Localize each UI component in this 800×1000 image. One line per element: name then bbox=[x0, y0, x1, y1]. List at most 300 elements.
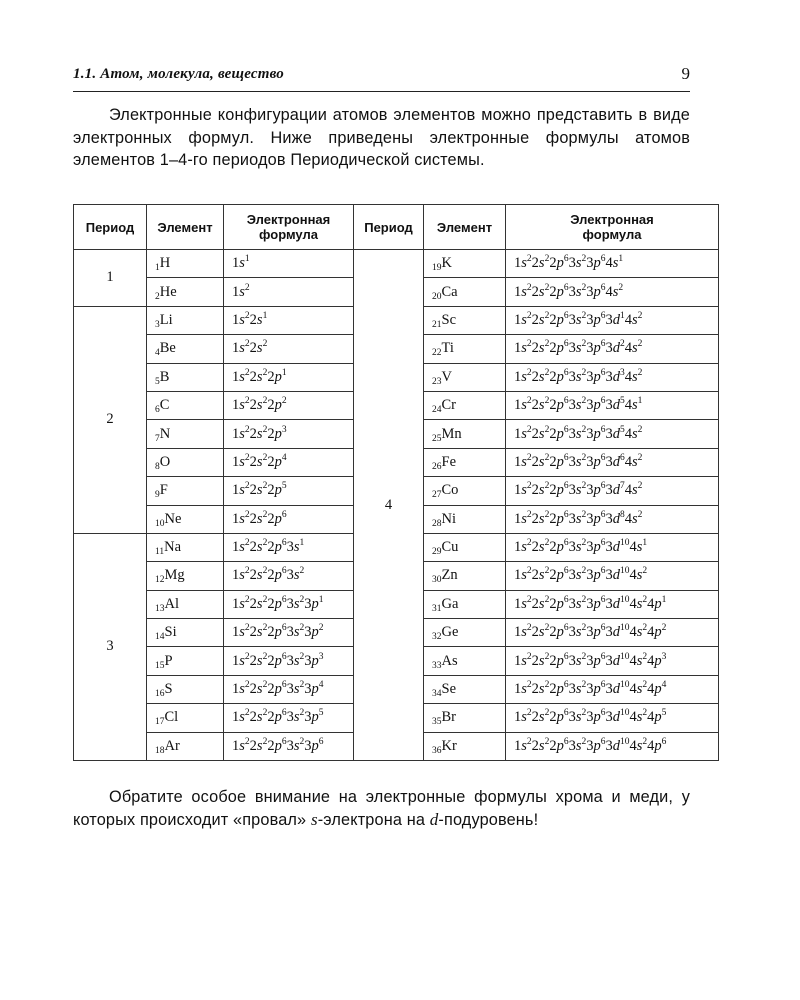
orbital-term: $1s^2$ bbox=[232, 339, 250, 357]
element-symbol: Be bbox=[159, 340, 176, 357]
header-divider bbox=[73, 91, 690, 92]
electron-formula bbox=[224, 732, 354, 760]
orbital-term: $3d^{10}$ bbox=[605, 623, 630, 641]
orbital-term: $3d^{10}$ bbox=[605, 708, 630, 726]
atomic-number: 35 bbox=[432, 717, 442, 728]
orbital-term: $1s^2$ bbox=[232, 594, 250, 612]
orbital-term: $2p^6$ bbox=[549, 396, 569, 414]
orbital-term: $1s^2$ bbox=[514, 254, 532, 272]
electron-formula bbox=[506, 477, 719, 505]
orbital-term: $2s^2$ bbox=[531, 282, 550, 300]
col-header-formula bbox=[224, 205, 354, 250]
orbital-term: $3p^6$ bbox=[586, 623, 606, 641]
atomic-number: 20 bbox=[432, 291, 442, 302]
orbital-term: $1s^2$ bbox=[514, 452, 532, 470]
orbital-term: $2s^2$ bbox=[531, 481, 550, 499]
orbital-term: $3p^5$ bbox=[304, 708, 324, 726]
orbital-term: $1s^2$ bbox=[514, 708, 532, 726]
element-symbol: Co bbox=[441, 482, 459, 499]
atomic-number: 8 bbox=[155, 461, 160, 472]
element-cell bbox=[424, 732, 506, 760]
orbital-term: $3s^2$ bbox=[568, 509, 587, 527]
orbital-term: $2s^2$ bbox=[531, 509, 550, 527]
electron-formula bbox=[506, 505, 719, 533]
element-cell bbox=[424, 619, 506, 647]
orbital-term: $2p^6$ bbox=[549, 254, 569, 272]
orbital-term: $2s^2$ bbox=[249, 339, 268, 357]
orbital-term: $2p^6$ bbox=[549, 623, 569, 641]
element-symbol: B bbox=[159, 368, 170, 385]
orbital-term: $4s^2$ bbox=[624, 367, 643, 385]
orbital-term: $3s^2$ bbox=[568, 339, 587, 357]
electron-formula bbox=[224, 477, 354, 505]
orbital-term: $3s^2$ bbox=[568, 452, 587, 470]
element-cell bbox=[424, 420, 506, 448]
element-symbol: Ge bbox=[441, 624, 459, 641]
electron-formula bbox=[506, 704, 719, 732]
element-cell bbox=[424, 306, 506, 334]
electron-formula bbox=[224, 675, 354, 703]
orbital-term: $2s^2$ bbox=[531, 736, 550, 754]
element-cell bbox=[424, 590, 506, 618]
orbital-term: $2s^2$ bbox=[249, 566, 268, 584]
orbital-term: $3p^6$ bbox=[586, 736, 606, 754]
element-symbol: Cr bbox=[441, 397, 456, 414]
element-cell bbox=[424, 363, 506, 391]
orbital-term: $3s^2$ bbox=[568, 538, 587, 556]
orbital-term: $2p^4$ bbox=[267, 452, 287, 470]
element-symbol: Kr bbox=[441, 737, 457, 754]
element-cell bbox=[147, 619, 224, 647]
orbital-term: $1s^2$ bbox=[514, 566, 532, 584]
orbital-term: $2s^2$ bbox=[531, 396, 550, 414]
orbital-term: $3d^{10}$ bbox=[605, 594, 630, 612]
orbital-term: $1s^1$ bbox=[232, 254, 250, 272]
orbital-term: $4p^1$ bbox=[647, 594, 667, 612]
atomic-number: 1 bbox=[155, 263, 160, 274]
col-header-period: Период bbox=[354, 205, 424, 250]
atomic-number: 33 bbox=[432, 660, 442, 671]
orbital-term: $3p^6$ bbox=[586, 680, 606, 698]
element-cell bbox=[147, 250, 224, 278]
orbital-term: $2p^6$ bbox=[549, 594, 569, 612]
orbital-term: $3p^6$ bbox=[586, 396, 606, 414]
orbital-term: $2p^6$ bbox=[549, 367, 569, 385]
orbital-term: $3p^3$ bbox=[304, 651, 324, 669]
orbital-term: $3d^1$ bbox=[605, 310, 625, 328]
element-symbol: Al bbox=[164, 595, 179, 612]
element-symbol: Ni bbox=[441, 510, 456, 527]
atomic-number: 23 bbox=[432, 376, 442, 387]
orbital-term: $3s^2$ bbox=[568, 708, 587, 726]
orbital-term: $1s^2$ bbox=[514, 651, 532, 669]
atomic-number: 12 bbox=[155, 575, 165, 586]
atomic-number: 30 bbox=[432, 575, 442, 586]
orbital-term: $3p^6$ bbox=[586, 310, 606, 328]
orbital-term: $2p^6$ bbox=[549, 282, 569, 300]
electron-formula bbox=[506, 619, 719, 647]
period-cell: 1 bbox=[74, 250, 147, 307]
orbital-term: $3p^6$ bbox=[304, 736, 324, 754]
orbital-term: $2s^2$ bbox=[531, 594, 550, 612]
orbital-term: $3p^6$ bbox=[586, 566, 606, 584]
outro-text-2: -электрона на bbox=[317, 810, 430, 829]
page-number: 9 bbox=[681, 64, 690, 83]
orbital-term: $2p^1$ bbox=[267, 367, 287, 385]
orbital-term: $1s^2$ bbox=[232, 452, 250, 470]
period-cell: 3 bbox=[74, 533, 147, 760]
atomic-number: 26 bbox=[432, 461, 442, 472]
orbital-term: $3s^2$ bbox=[568, 481, 587, 499]
orbital-term: $2s^2$ bbox=[249, 509, 268, 527]
orbital-term: $3s^1$ bbox=[286, 538, 305, 556]
orbital-term: $2s^2$ bbox=[249, 623, 268, 641]
atomic-number: 17 bbox=[155, 717, 165, 728]
orbital-term: $2p^3$ bbox=[267, 424, 287, 442]
orbital-term: $3p^6$ bbox=[586, 651, 606, 669]
orbital-term: $2p^6$ bbox=[267, 509, 287, 527]
element-symbol: Na bbox=[164, 539, 182, 556]
orbital-term: $1s^2$ bbox=[514, 339, 532, 357]
period-cell: 4 bbox=[354, 250, 424, 761]
electron-formula bbox=[224, 250, 354, 278]
orbital-term: $2s^2$ bbox=[249, 481, 268, 499]
electron-formula bbox=[224, 704, 354, 732]
orbital-term: $3d^6$ bbox=[605, 452, 625, 470]
electron-formula bbox=[506, 533, 719, 561]
element-symbol: Si bbox=[164, 624, 177, 641]
electron-formula bbox=[224, 505, 354, 533]
orbital-term: $3p^6$ bbox=[586, 538, 606, 556]
element-cell bbox=[424, 704, 506, 732]
orbital-term: $2p^6$ bbox=[549, 736, 569, 754]
electron-formula bbox=[224, 363, 354, 391]
orbital-term: $2p^6$ bbox=[267, 566, 287, 584]
col-header-formula-line1: Электронная bbox=[570, 212, 654, 227]
orbital-term: $3p^6$ bbox=[586, 509, 606, 527]
orbital-term: $4s^2$ bbox=[629, 594, 648, 612]
orbital-term: $1s^2$ bbox=[232, 310, 250, 328]
orbital-term: $3s^2$ bbox=[286, 680, 305, 698]
electron-formula bbox=[506, 448, 719, 476]
atomic-number: 34 bbox=[432, 689, 442, 700]
element-symbol: N bbox=[159, 425, 171, 442]
orbital-term: $3s^2$ bbox=[286, 623, 305, 641]
element-symbol: Se bbox=[441, 681, 456, 698]
orbital-term: $2p^6$ bbox=[549, 452, 569, 470]
element-cell bbox=[424, 675, 506, 703]
orbital-term: $4s^2$ bbox=[624, 452, 643, 470]
electron-formula bbox=[506, 562, 719, 590]
outro-d-letter: d bbox=[429, 809, 439, 829]
table-header-row bbox=[74, 205, 719, 250]
orbital-term: $3p^4$ bbox=[304, 680, 324, 698]
col-header-formula-line2: формула bbox=[259, 227, 318, 242]
element-symbol: Sc bbox=[441, 311, 456, 328]
orbital-term: $2s^2$ bbox=[249, 651, 268, 669]
atomic-number: 27 bbox=[432, 490, 442, 501]
orbital-term: $3d^{10}$ bbox=[605, 736, 630, 754]
electron-formula bbox=[224, 448, 354, 476]
orbital-term: $2p^6$ bbox=[267, 708, 287, 726]
orbital-term: $2s^2$ bbox=[531, 424, 550, 442]
atomic-number: 13 bbox=[155, 603, 165, 614]
element-cell bbox=[147, 278, 224, 306]
outro-text-3: -подуровень! bbox=[438, 810, 539, 829]
orbital-term: $2s^2$ bbox=[249, 538, 268, 556]
electron-formula bbox=[224, 391, 354, 419]
orbital-term: $4s^2$ bbox=[629, 623, 648, 641]
orbital-term: $1s^2$ bbox=[514, 396, 532, 414]
orbital-term: $2s^2$ bbox=[249, 708, 268, 726]
outro-s-letter: s bbox=[310, 809, 318, 829]
orbital-term: $2s^2$ bbox=[249, 424, 268, 442]
electron-formula bbox=[506, 250, 719, 278]
orbital-term: $3d^7$ bbox=[605, 481, 625, 499]
electron-formula bbox=[506, 647, 719, 675]
element-cell bbox=[147, 505, 224, 533]
orbital-term: $4p^4$ bbox=[647, 680, 667, 698]
atomic-number: 19 bbox=[432, 263, 442, 274]
element-symbol: He bbox=[159, 283, 177, 300]
orbital-term: $1s^2$ bbox=[514, 509, 532, 527]
orbital-term: $2p^6$ bbox=[267, 736, 287, 754]
orbital-term: $3d^3$ bbox=[605, 367, 625, 385]
element-symbol: Ar bbox=[164, 737, 180, 754]
orbital-term: $2p^6$ bbox=[267, 680, 287, 698]
orbital-term: $4s^2$ bbox=[624, 424, 643, 442]
atomic-number: 2 bbox=[155, 291, 160, 302]
orbital-term: $2p^6$ bbox=[267, 538, 287, 556]
orbital-term: $3s^2$ bbox=[568, 310, 587, 328]
orbital-term: $1s^2$ bbox=[232, 481, 250, 499]
element-cell bbox=[147, 704, 224, 732]
element-cell bbox=[424, 335, 506, 363]
element-cell bbox=[424, 278, 506, 306]
atomic-number: 18 bbox=[155, 745, 165, 756]
electron-formula bbox=[506, 420, 719, 448]
orbital-term: $3d^5$ bbox=[605, 424, 625, 442]
orbital-term: $4s^2$ bbox=[624, 310, 643, 328]
orbital-term: $3s^2$ bbox=[568, 651, 587, 669]
orbital-term: $2s^2$ bbox=[531, 651, 550, 669]
orbital-term: $4p^2$ bbox=[647, 623, 667, 641]
atomic-number: 22 bbox=[432, 348, 442, 359]
orbital-term: $4p^5$ bbox=[647, 708, 667, 726]
atomic-number: 9 bbox=[155, 490, 160, 501]
orbital-term: $4s^2$ bbox=[629, 736, 648, 754]
orbital-term: $3s^2$ bbox=[568, 396, 587, 414]
orbital-term: $2s^2$ bbox=[249, 396, 268, 414]
orbital-term: $2s^2$ bbox=[531, 367, 550, 385]
electron-formula bbox=[506, 335, 719, 363]
electron-formula bbox=[224, 619, 354, 647]
orbital-term: $1s^2$ bbox=[232, 282, 250, 300]
orbital-term: $3d^2$ bbox=[605, 339, 625, 357]
orbital-term: $1s^2$ bbox=[232, 736, 250, 754]
orbital-term: $4s^1$ bbox=[605, 254, 624, 272]
orbital-term: $1s^2$ bbox=[232, 509, 250, 527]
orbital-term: $4p^3$ bbox=[647, 651, 667, 669]
element-symbol: S bbox=[164, 681, 173, 698]
orbital-term: $2s^2$ bbox=[249, 594, 268, 612]
orbital-term: $2s^2$ bbox=[531, 310, 550, 328]
orbital-term: $3d^{10}$ bbox=[605, 680, 630, 698]
element-symbol: K bbox=[441, 255, 452, 272]
electron-formula bbox=[506, 278, 719, 306]
orbital-term: $4p^6$ bbox=[647, 736, 667, 754]
element-cell bbox=[424, 533, 506, 561]
orbital-term: $2p^6$ bbox=[549, 424, 569, 442]
orbital-term: $1s^2$ bbox=[232, 651, 250, 669]
atomic-number: 14 bbox=[155, 632, 165, 643]
orbital-term: $2p^6$ bbox=[267, 594, 287, 612]
orbital-term: $2p^6$ bbox=[267, 651, 287, 669]
atomic-number: 5 bbox=[155, 376, 160, 387]
element-symbol: H bbox=[159, 255, 171, 272]
orbital-term: $1s^2$ bbox=[514, 623, 532, 641]
orbital-term: $3s^2$ bbox=[568, 680, 587, 698]
element-symbol: C bbox=[159, 397, 170, 414]
orbital-term: $3d^8$ bbox=[605, 509, 625, 527]
intro-paragraph: Электронные конфигурации атомов элементов можно представить в виде электронных формул. Ниже приведены электронные формулы атомов элементов 1–4-го периодов Периодической системы. bbox=[73, 106, 690, 169]
orbital-term: $3d^{10}$ bbox=[605, 566, 630, 584]
orbital-term: $4s^2$ bbox=[605, 282, 624, 300]
element-symbol: Cu bbox=[441, 539, 459, 556]
orbital-term: $2p^6$ bbox=[549, 538, 569, 556]
col-header-formula-line2: формула bbox=[582, 227, 642, 242]
element-symbol: Ne bbox=[164, 510, 182, 527]
element-symbol: Cl bbox=[164, 709, 179, 726]
element-symbol: F bbox=[159, 482, 168, 499]
element-cell bbox=[424, 505, 506, 533]
element-cell bbox=[147, 420, 224, 448]
orbital-term: $4s^1$ bbox=[624, 396, 643, 414]
atomic-number: 25 bbox=[432, 433, 442, 444]
orbital-term: $3p^6$ bbox=[586, 594, 606, 612]
atomic-number: 7 bbox=[155, 433, 160, 444]
col-header-period: Период bbox=[74, 205, 147, 250]
element-cell bbox=[147, 335, 224, 363]
element-symbol: Fe bbox=[441, 453, 456, 470]
orbital-term: $4s^2$ bbox=[624, 481, 643, 499]
orbital-term: $2s^2$ bbox=[531, 254, 550, 272]
orbital-term: $3s^2$ bbox=[568, 623, 587, 641]
orbital-term: $1s^2$ bbox=[232, 424, 250, 442]
element-symbol: Br bbox=[441, 709, 456, 726]
table-row bbox=[74, 250, 719, 278]
electron-formula bbox=[506, 675, 719, 703]
orbital-term: $1s^2$ bbox=[232, 396, 250, 414]
electron-formula bbox=[506, 363, 719, 391]
atomic-number: 36 bbox=[432, 745, 442, 756]
orbital-term: $4s^2$ bbox=[629, 708, 648, 726]
orbital-term: $2s^2$ bbox=[531, 339, 550, 357]
element-symbol: V bbox=[441, 368, 452, 385]
orbital-term: $3s^2$ bbox=[286, 651, 305, 669]
orbital-term: $3s^2$ bbox=[568, 367, 587, 385]
element-cell bbox=[147, 363, 224, 391]
running-header bbox=[73, 66, 690, 90]
orbital-term: $2s^2$ bbox=[249, 680, 268, 698]
orbital-term: $1s^2$ bbox=[232, 680, 250, 698]
atomic-number: 28 bbox=[432, 518, 442, 529]
orbital-term: $3p^1$ bbox=[304, 594, 324, 612]
orbital-term: $1s^2$ bbox=[514, 481, 532, 499]
orbital-term: $3s^2$ bbox=[568, 282, 587, 300]
orbital-term: $3p^2$ bbox=[304, 623, 324, 641]
orbital-term: $1s^2$ bbox=[514, 367, 532, 385]
orbital-term: $2s^2$ bbox=[531, 708, 550, 726]
orbital-term: $4s^2$ bbox=[629, 680, 648, 698]
orbital-term: $1s^2$ bbox=[514, 424, 532, 442]
electron-formula bbox=[506, 391, 719, 419]
element-symbol: Mn bbox=[441, 425, 462, 442]
orbital-term: $1s^2$ bbox=[232, 708, 250, 726]
orbital-term: $3s^2$ bbox=[568, 566, 587, 584]
element-cell bbox=[424, 647, 506, 675]
orbital-term: $3s^2$ bbox=[286, 708, 305, 726]
orbital-term: $2p^6$ bbox=[549, 481, 569, 499]
orbital-term: $1s^2$ bbox=[514, 310, 532, 328]
element-cell bbox=[424, 477, 506, 505]
orbital-term: $2p^6$ bbox=[267, 623, 287, 641]
element-symbol: Ga bbox=[441, 595, 459, 612]
orbital-term: $3s^2$ bbox=[568, 736, 587, 754]
element-cell bbox=[147, 675, 224, 703]
orbital-term: $1s^2$ bbox=[514, 538, 532, 556]
orbital-term: $4s^2$ bbox=[624, 339, 643, 357]
electron-formula bbox=[224, 278, 354, 306]
orbital-term: $1s^2$ bbox=[514, 282, 532, 300]
atomic-number: 24 bbox=[432, 405, 442, 416]
element-cell bbox=[147, 647, 224, 675]
orbital-term: $3p^6$ bbox=[586, 708, 606, 726]
element-cell bbox=[147, 477, 224, 505]
orbital-term: $2s^2$ bbox=[249, 736, 268, 754]
electron-formula bbox=[224, 306, 354, 334]
element-cell bbox=[147, 391, 224, 419]
element-symbol: Mg bbox=[164, 567, 185, 584]
orbital-term: $1s^2$ bbox=[232, 367, 250, 385]
orbital-term: $3p^6$ bbox=[586, 367, 606, 385]
orbital-term: $3p^6$ bbox=[586, 254, 606, 272]
element-symbol: Ti bbox=[441, 340, 454, 357]
orbital-term: $2s^2$ bbox=[531, 680, 550, 698]
atomic-number: 31 bbox=[432, 603, 442, 614]
orbital-term: $2p^6$ bbox=[549, 708, 569, 726]
col-header-element: Элемент bbox=[424, 205, 506, 250]
orbital-term: $2p^2$ bbox=[267, 396, 287, 414]
orbital-term: $3s^2$ bbox=[286, 566, 305, 584]
electron-formula bbox=[506, 732, 719, 760]
orbital-term: $3s^2$ bbox=[568, 254, 587, 272]
element-cell bbox=[147, 732, 224, 760]
orbital-term: $3s^2$ bbox=[286, 736, 305, 754]
orbital-term: $2p^6$ bbox=[549, 509, 569, 527]
atomic-number: 10 bbox=[155, 518, 165, 529]
orbital-term: $2p^6$ bbox=[549, 680, 569, 698]
orbital-term: $2p^6$ bbox=[549, 310, 569, 328]
orbital-term: $3s^2$ bbox=[568, 594, 587, 612]
orbital-term: $3d^{10}$ bbox=[605, 538, 630, 556]
electron-formula bbox=[506, 590, 719, 618]
element-cell bbox=[424, 448, 506, 476]
electron-formula bbox=[506, 306, 719, 334]
orbital-term: $2s^2$ bbox=[531, 566, 550, 584]
atomic-number: 15 bbox=[155, 660, 165, 671]
electron-formula bbox=[224, 335, 354, 363]
